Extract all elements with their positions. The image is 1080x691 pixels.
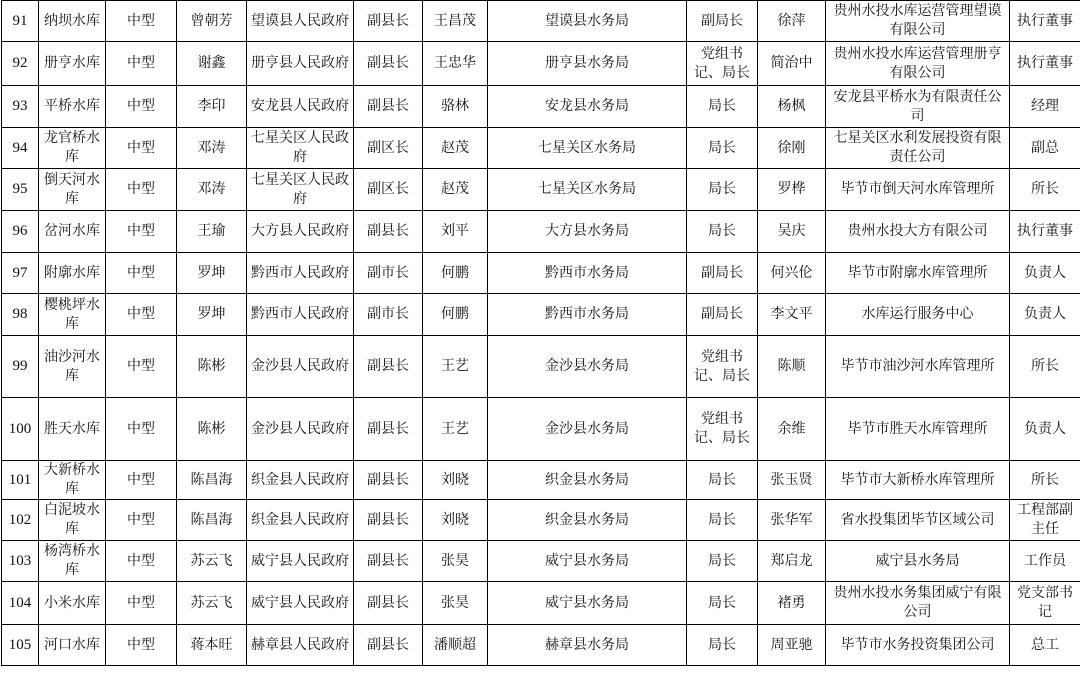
reservoir-name: 白泥坡水库 xyxy=(39,500,106,541)
water-department: 安龙县水务局 xyxy=(488,86,687,128)
reservoir-name: 册亨水库 xyxy=(39,42,106,86)
management-position: 副总 xyxy=(1010,128,1080,169)
management-position: 工程部副主任 xyxy=(1010,500,1080,541)
reservoir-name: 油沙河水库 xyxy=(39,336,106,398)
management-position: 负责人 xyxy=(1010,253,1080,294)
water-department: 赫章县水务局 xyxy=(488,625,687,666)
table-row xyxy=(2,42,1080,86)
department-position: 局长 xyxy=(687,625,758,666)
government-unit: 册亨县人民政府 xyxy=(247,42,354,86)
management-leader-name: 简治中 xyxy=(758,42,826,86)
reservoir-type: 中型 xyxy=(106,128,177,169)
reservoir-name: 杨湾桥水库 xyxy=(39,541,106,582)
government-unit: 金沙县人民政府 xyxy=(247,398,354,461)
row-number: 99 xyxy=(2,336,39,398)
reservoir-type: 中型 xyxy=(106,294,177,336)
department-leader-name: 王昌茂 xyxy=(423,1,488,42)
department-position: 副局长 xyxy=(687,253,758,294)
reservoir-type: 中型 xyxy=(106,582,177,625)
reservoir-name: 河口水库 xyxy=(39,625,106,666)
row-number: 102 xyxy=(2,500,39,541)
government-position: 副县长 xyxy=(354,625,423,666)
government-leader-name: 罗坤 xyxy=(177,253,247,294)
water-department: 册亨县水务局 xyxy=(488,42,687,86)
management-position: 党支部书记 xyxy=(1010,582,1080,625)
management-unit: 毕节市附廓水库管理所 xyxy=(826,253,1010,294)
government-position: 副市长 xyxy=(354,253,423,294)
management-position: 负责人 xyxy=(1010,294,1080,336)
department-leader-name: 骆林 xyxy=(423,86,488,128)
department-leader-name: 刘晓 xyxy=(423,461,488,500)
management-leader-name: 褚勇 xyxy=(758,582,826,625)
government-leader-name: 李印 xyxy=(177,86,247,128)
department-position: 局长 xyxy=(687,211,758,253)
reservoir-type: 中型 xyxy=(106,42,177,86)
government-position: 副县长 xyxy=(354,582,423,625)
management-leader-name: 罗桦 xyxy=(758,169,826,211)
department-position: 局长 xyxy=(687,500,758,541)
government-position: 副县长 xyxy=(354,541,423,582)
department-leader-name: 王艺 xyxy=(423,398,488,461)
government-leader-name: 陈彬 xyxy=(177,398,247,461)
row-number: 98 xyxy=(2,294,39,336)
water-department: 威宁县水务局 xyxy=(488,541,687,582)
water-department: 威宁县水务局 xyxy=(488,582,687,625)
management-leader-name: 杨枫 xyxy=(758,86,826,128)
management-position: 所长 xyxy=(1010,169,1080,211)
table-row xyxy=(2,211,1080,253)
government-unit: 黔西市人民政府 xyxy=(247,294,354,336)
table-row xyxy=(2,294,1080,336)
table-row xyxy=(2,398,1080,461)
reservoir-type: 中型 xyxy=(106,541,177,582)
department-position: 局长 xyxy=(687,128,758,169)
table-row xyxy=(2,253,1080,294)
government-unit: 大方县人民政府 xyxy=(247,211,354,253)
government-unit: 七星关区人民政府 xyxy=(247,128,354,169)
reservoir-name: 小米水库 xyxy=(39,582,106,625)
reservoir-type: 中型 xyxy=(106,625,177,666)
department-position: 局长 xyxy=(687,461,758,500)
government-unit: 安龙县人民政府 xyxy=(247,86,354,128)
department-leader-name: 刘晓 xyxy=(423,500,488,541)
government-position: 副县长 xyxy=(354,86,423,128)
management-unit: 安龙县平桥水为有限责任公司 xyxy=(826,86,1010,128)
government-leader-name: 蒋本旺 xyxy=(177,625,247,666)
management-unit: 水库运行服务中心 xyxy=(826,294,1010,336)
government-leader-name: 陈昌海 xyxy=(177,500,247,541)
government-position: 副县长 xyxy=(354,211,423,253)
government-unit: 织金县人民政府 xyxy=(247,461,354,500)
water-department: 金沙县水务局 xyxy=(488,398,687,461)
row-number: 105 xyxy=(2,625,39,666)
table-row xyxy=(2,128,1080,169)
government-unit: 七星关区人民政府 xyxy=(247,169,354,211)
management-unit: 毕节市大新桥水库管理所 xyxy=(826,461,1010,500)
department-position: 党组书记、局长 xyxy=(687,336,758,398)
row-number: 96 xyxy=(2,211,39,253)
table-row xyxy=(2,500,1080,541)
row-number: 104 xyxy=(2,582,39,625)
reservoir-name: 岔河水库 xyxy=(39,211,106,253)
government-unit: 织金县人民政府 xyxy=(247,500,354,541)
water-department: 黔西市水务局 xyxy=(488,253,687,294)
government-leader-name: 邓涛 xyxy=(177,169,247,211)
department-position: 局长 xyxy=(687,169,758,211)
government-unit: 威宁县人民政府 xyxy=(247,541,354,582)
management-position: 执行董事 xyxy=(1010,42,1080,86)
government-unit: 望谟县人民政府 xyxy=(247,1,354,42)
row-number: 101 xyxy=(2,461,39,500)
department-leader-name: 王忠华 xyxy=(423,42,488,86)
management-leader-name: 张玉贤 xyxy=(758,461,826,500)
water-department: 望谟县水务局 xyxy=(488,1,687,42)
reservoir-type: 中型 xyxy=(106,86,177,128)
government-unit: 金沙县人民政府 xyxy=(247,336,354,398)
reservoir-type: 中型 xyxy=(106,500,177,541)
department-leader-name: 张昊 xyxy=(423,582,488,625)
row-number: 92 xyxy=(2,42,39,86)
management-position: 所长 xyxy=(1010,336,1080,398)
management-leader-name: 徐刚 xyxy=(758,128,826,169)
management-unit: 省水投集团毕节区域公司 xyxy=(826,500,1010,541)
department-leader-name: 赵茂 xyxy=(423,128,488,169)
department-leader-name: 赵茂 xyxy=(423,169,488,211)
table-body xyxy=(2,1,1080,666)
department-position: 党组书记、局长 xyxy=(687,42,758,86)
government-leader-name: 罗坤 xyxy=(177,294,247,336)
water-department: 金沙县水务局 xyxy=(488,336,687,398)
management-unit: 贵州水投水务集团威宁有限公司 xyxy=(826,582,1010,625)
table-row xyxy=(2,86,1080,128)
water-department: 七星关区水务局 xyxy=(488,169,687,211)
reservoir-name: 樱桃坪水库 xyxy=(39,294,106,336)
management-leader-name: 周亚驰 xyxy=(758,625,826,666)
government-unit: 黔西市人民政府 xyxy=(247,253,354,294)
government-position: 副区长 xyxy=(354,128,423,169)
management-position: 工作员 xyxy=(1010,541,1080,582)
management-position: 经理 xyxy=(1010,86,1080,128)
government-leader-name: 陈昌海 xyxy=(177,461,247,500)
reservoir-name: 大新桥水库 xyxy=(39,461,106,500)
reservoir-type: 中型 xyxy=(106,211,177,253)
government-unit: 威宁县人民政府 xyxy=(247,582,354,625)
management-leader-name: 陈顺 xyxy=(758,336,826,398)
management-unit: 贵州水投水库运营管理望谟有限公司 xyxy=(826,1,1010,42)
government-leader-name: 陈彬 xyxy=(177,336,247,398)
department-leader-name: 王艺 xyxy=(423,336,488,398)
government-position: 副县长 xyxy=(354,42,423,86)
management-unit: 威宁县水务局 xyxy=(826,541,1010,582)
table-row xyxy=(2,461,1080,500)
water-department: 大方县水务局 xyxy=(488,211,687,253)
department-position: 副局长 xyxy=(687,294,758,336)
government-leader-name: 苏云飞 xyxy=(177,582,247,625)
management-leader-name: 张华军 xyxy=(758,500,826,541)
management-unit: 毕节市水务投资集团公司 xyxy=(826,625,1010,666)
reservoir-name: 纳坝水库 xyxy=(39,1,106,42)
management-leader-name: 何兴伦 xyxy=(758,253,826,294)
government-position: 副市长 xyxy=(354,294,423,336)
water-department: 七星关区水务局 xyxy=(488,128,687,169)
government-leader-name: 谢鑫 xyxy=(177,42,247,86)
government-leader-name: 邓涛 xyxy=(177,128,247,169)
management-leader-name: 李文平 xyxy=(758,294,826,336)
reservoir-name: 胜天水库 xyxy=(39,398,106,461)
management-position: 所长 xyxy=(1010,461,1080,500)
government-position: 副区长 xyxy=(354,169,423,211)
reservoir-name: 附廓水库 xyxy=(39,253,106,294)
row-number: 93 xyxy=(2,86,39,128)
department-leader-name: 潘顺超 xyxy=(423,625,488,666)
water-department: 织金县水务局 xyxy=(488,461,687,500)
management-leader-name: 余维 xyxy=(758,398,826,461)
department-leader-name: 何鹏 xyxy=(423,294,488,336)
government-leader-name: 王瑜 xyxy=(177,211,247,253)
department-leader-name: 刘平 xyxy=(423,211,488,253)
table-row xyxy=(2,169,1080,211)
government-position: 副县长 xyxy=(354,461,423,500)
water-department: 黔西市水务局 xyxy=(488,294,687,336)
management-unit: 贵州水投大方有限公司 xyxy=(826,211,1010,253)
government-position: 副县长 xyxy=(354,500,423,541)
table-row xyxy=(2,1,1080,42)
department-position: 局长 xyxy=(687,582,758,625)
management-unit: 毕节市胜天水库管理所 xyxy=(826,398,1010,461)
management-position: 总工 xyxy=(1010,625,1080,666)
row-number: 94 xyxy=(2,128,39,169)
management-unit: 贵州水投水库运营管理册亨有限公司 xyxy=(826,42,1010,86)
reservoir-type: 中型 xyxy=(106,336,177,398)
management-unit: 七星关区水利发展投资有限责任公司 xyxy=(826,128,1010,169)
reservoir-name: 龙官桥水库 xyxy=(39,128,106,169)
reservoir-responsibility-table xyxy=(1,0,1080,666)
reservoir-type: 中型 xyxy=(106,1,177,42)
management-position: 执行董事 xyxy=(1010,211,1080,253)
department-position: 局长 xyxy=(687,86,758,128)
row-number: 95 xyxy=(2,169,39,211)
table-row xyxy=(2,582,1080,625)
government-leader-name: 苏云飞 xyxy=(177,541,247,582)
department-leader-name: 何鹏 xyxy=(423,253,488,294)
management-position: 执行董事 xyxy=(1010,1,1080,42)
department-leader-name: 张昊 xyxy=(423,541,488,582)
department-position: 局长 xyxy=(687,541,758,582)
government-position: 副县长 xyxy=(354,1,423,42)
row-number: 97 xyxy=(2,253,39,294)
reservoir-name: 平桥水库 xyxy=(39,86,106,128)
management-leader-name: 徐萍 xyxy=(758,1,826,42)
reservoir-name: 倒天河水库 xyxy=(39,169,106,211)
row-number: 91 xyxy=(2,1,39,42)
management-leader-name: 郑启龙 xyxy=(758,541,826,582)
reservoir-type: 中型 xyxy=(106,169,177,211)
government-position: 副县长 xyxy=(354,398,423,461)
row-number: 103 xyxy=(2,541,39,582)
government-position: 副县长 xyxy=(354,336,423,398)
management-unit: 毕节市油沙河水库管理所 xyxy=(826,336,1010,398)
table-row xyxy=(2,625,1080,666)
management-position: 负责人 xyxy=(1010,398,1080,461)
government-leader-name: 曾朝芳 xyxy=(177,1,247,42)
government-unit: 赫章县人民政府 xyxy=(247,625,354,666)
management-unit: 毕节市倒天河水库管理所 xyxy=(826,169,1010,211)
department-position: 党组书记、局长 xyxy=(687,398,758,461)
row-number: 100 xyxy=(2,398,39,461)
department-position: 副局长 xyxy=(687,1,758,42)
reservoir-type: 中型 xyxy=(106,398,177,461)
table-row xyxy=(2,336,1080,398)
reservoir-type: 中型 xyxy=(106,461,177,500)
table-row xyxy=(2,541,1080,582)
reservoir-type: 中型 xyxy=(106,253,177,294)
water-department: 织金县水务局 xyxy=(488,500,687,541)
management-leader-name: 吴庆 xyxy=(758,211,826,253)
